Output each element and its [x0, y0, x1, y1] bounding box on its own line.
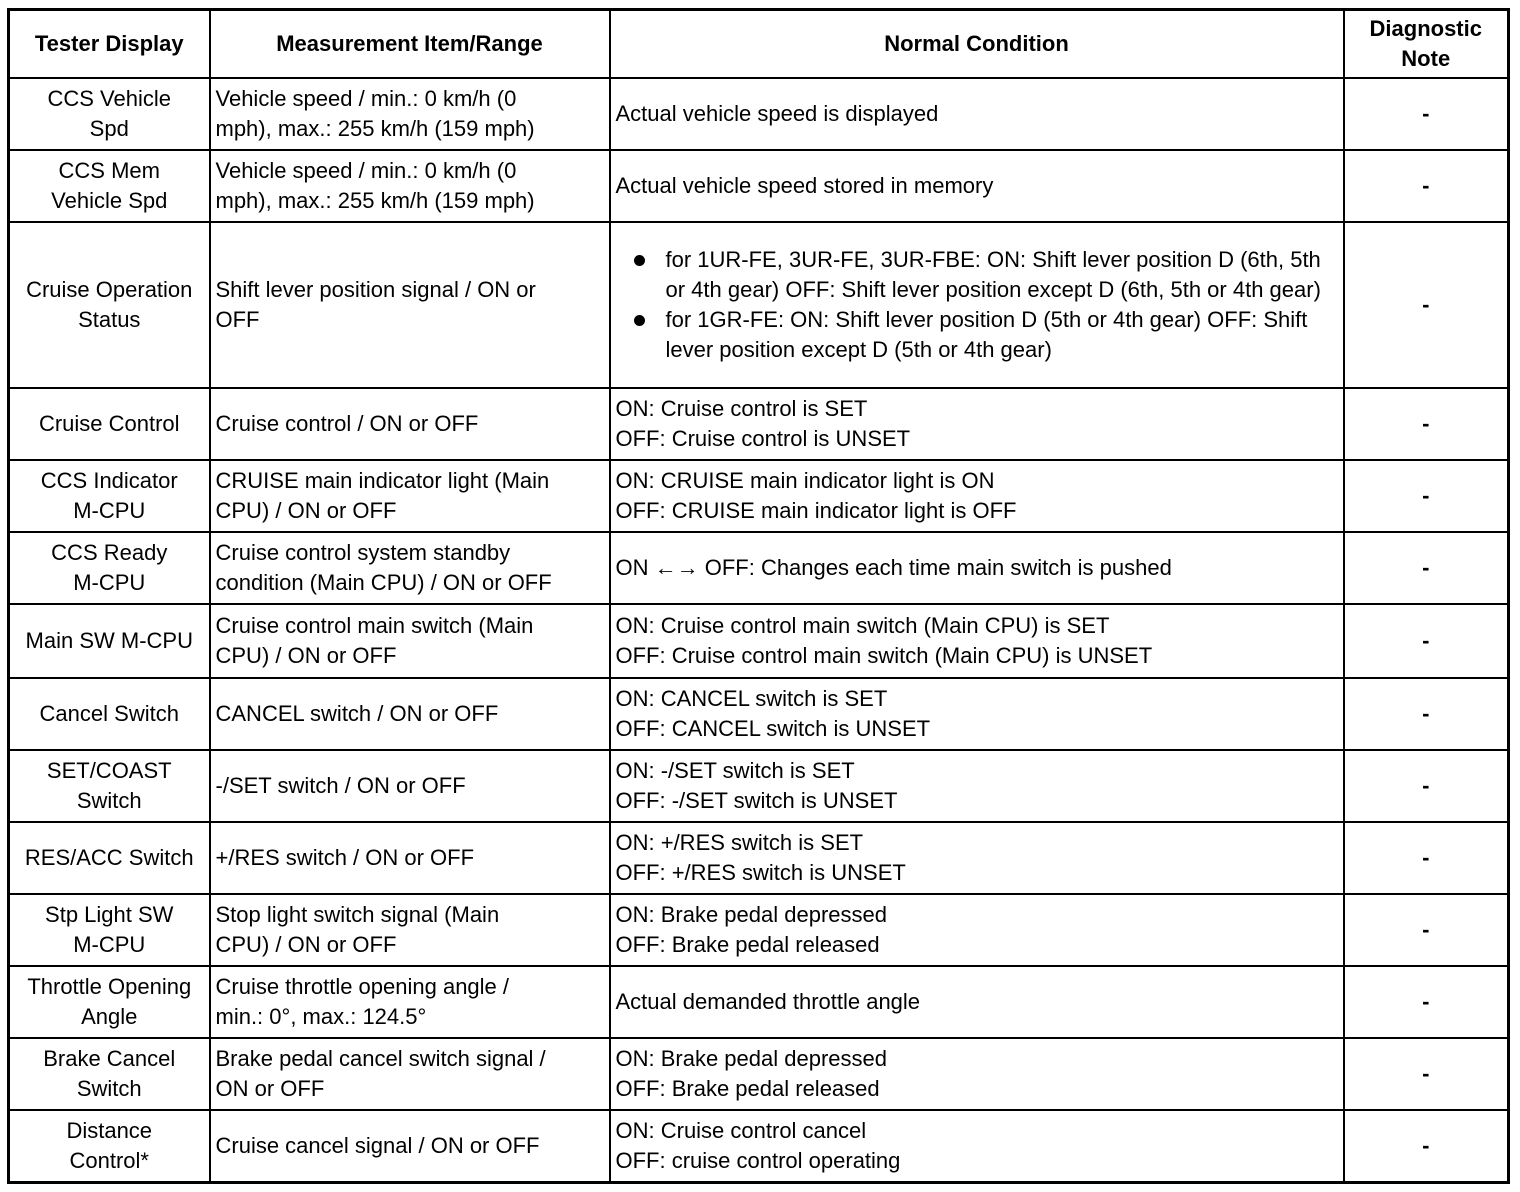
measurement-line: OFF	[215, 307, 260, 332]
tester-display-line: SET/COAST	[46, 758, 172, 783]
measurement-cell	[210, 388, 610, 460]
diagnostic-note-cell: -	[1344, 1110, 1509, 1182]
tester-display-line: M-CPU	[73, 498, 146, 523]
measurement-line: Cruise throttle opening angle /	[215, 974, 510, 999]
table-row	[9, 750, 1509, 822]
tester-display-line: Status	[78, 307, 141, 332]
measurement-cell	[210, 604, 610, 678]
measurement-line: ON or OFF	[215, 1076, 325, 1101]
measurement-cell	[210, 750, 610, 822]
measurement-line: mph), max.: 255 km/h (159 mph)	[215, 116, 535, 141]
header-normal-condition: Normal Condition	[610, 10, 1344, 79]
tester-display-line: Vehicle Spd	[51, 188, 168, 213]
table-row	[9, 222, 1509, 388]
condition-line: OFF: Brake pedal released	[615, 1076, 880, 1101]
measurement-cell	[210, 1110, 610, 1182]
diagnostic-note-cell: -	[1344, 894, 1509, 966]
measurement-cell	[210, 78, 610, 150]
tester-display-cell	[9, 604, 210, 678]
tester-display-cell	[9, 150, 210, 222]
list-item	[616, 245, 1338, 305]
condition-line: ON ←→ OFF: Changes each time main switch is pushed	[615, 555, 1172, 580]
measurement-line: CPU) / ON or OFF	[215, 643, 397, 668]
diagnostic-note-cell: -	[1344, 966, 1509, 1038]
condition-bullet-list	[616, 245, 1338, 365]
tester-display-line: RES/ACC Switch	[24, 845, 194, 870]
condition-line: OFF: +/RES switch is UNSET	[615, 860, 906, 885]
diagnostic-note-cell: -	[1344, 222, 1509, 388]
normal-condition-cell	[610, 1110, 1344, 1182]
condition-line: Actual vehicle speed is displayed	[615, 101, 939, 126]
table-row	[9, 78, 1509, 150]
bullet-icon	[634, 255, 645, 266]
tester-display-cell	[9, 822, 210, 894]
tester-display-line: Switch	[76, 788, 142, 813]
header-tester-display: Tester Display	[9, 10, 210, 79]
condition-line: OFF: Brake pedal released	[615, 932, 880, 957]
condition-line: ON: Brake pedal depressed	[615, 1046, 887, 1071]
diagnostic-note-cell: -	[1344, 388, 1509, 460]
condition-bullet-text: for 1GR-FE: ON: Shift lever position D (5th or 4th gear) OFF: Shift lever position except D (5th or 4th gear)	[665, 307, 1308, 362]
diagnostic-note-cell: -	[1344, 150, 1509, 222]
tester-display-cell	[9, 894, 210, 966]
diagnostic-note-cell: -	[1344, 532, 1509, 604]
table-row	[9, 678, 1509, 750]
tester-display-cell	[9, 222, 210, 388]
measurement-cell	[210, 532, 610, 604]
condition-line: ON: Cruise control main switch (Main CPU) is SET	[615, 613, 1110, 638]
tester-display-line: Angle	[81, 1004, 138, 1029]
normal-condition-cell	[610, 150, 1344, 222]
table-row	[9, 604, 1509, 678]
tester-display-line: CCS Ready	[51, 540, 168, 565]
table-row	[9, 532, 1509, 604]
tester-display-line: Stp Light SW	[45, 902, 174, 927]
measurement-line: Vehicle speed / min.: 0 km/h (0	[215, 158, 517, 183]
measurement-line: Vehicle speed / min.: 0 km/h (0	[215, 86, 517, 111]
table-row	[9, 822, 1509, 894]
measurement-cell	[210, 460, 610, 532]
condition-bullet-text: for 1UR-FE, 3UR-FE, 3UR-FBE: ON: Shift lever position D (6th, 5th or 4th gear) OFF: Shift lever position except D (6th, 5th or 4th gear)	[665, 247, 1321, 302]
diagnostic-note-cell: -	[1344, 822, 1509, 894]
measurement-line: +/RES switch / ON or OFF	[215, 845, 475, 870]
measurement-line: Cruise control main switch (Main	[215, 613, 534, 638]
measurement-line: Cruise cancel signal / ON or OFF	[215, 1132, 540, 1158]
normal-condition-cell	[610, 894, 1344, 966]
normal-condition-cell	[610, 966, 1344, 1038]
condition-line: ON: Brake pedal depressed	[615, 902, 887, 927]
condition-line: ON: CANCEL switch is SET	[615, 686, 888, 711]
header-measurement: Measurement Item/Range	[210, 10, 610, 79]
normal-condition-cell	[610, 604, 1344, 678]
normal-condition-cell	[610, 388, 1344, 460]
tester-display-cell	[9, 388, 210, 460]
condition-line: OFF: -/SET switch is UNSET	[615, 788, 898, 813]
tester-display-line: Control*	[69, 1147, 149, 1173]
condition-line: Actual vehicle speed stored in memory	[615, 173, 994, 198]
measurement-line: min.: 0°, max.: 124.5°	[215, 1004, 427, 1029]
tester-display-cell	[9, 678, 210, 750]
diagnostic-note-cell: -	[1344, 1038, 1509, 1110]
tester-display-line: Cruise Control	[38, 411, 180, 436]
tester-display-line: CCS Indicator	[40, 468, 178, 493]
measurement-cell	[210, 150, 610, 222]
measurement-line: CANCEL switch / ON or OFF	[215, 701, 499, 726]
table-row	[9, 388, 1509, 460]
tester-display-line: Throttle Opening	[27, 974, 192, 999]
list-item	[616, 305, 1338, 365]
condition-line: OFF: Cruise control is UNSET	[615, 426, 911, 451]
normal-condition-cell	[610, 532, 1344, 604]
measurement-line: Stop light switch signal (Main	[215, 902, 500, 927]
measurement-line: Shift lever position signal / ON or	[215, 277, 536, 302]
measurement-line: mph), max.: 255 km/h (159 mph)	[215, 188, 535, 213]
tester-display-line: Spd	[89, 116, 129, 141]
tester-display-line: Distance	[66, 1117, 153, 1143]
diagnostic-note-cell: -	[1344, 604, 1509, 678]
condition-line: ON: CRUISE main indicator light is ON	[615, 468, 995, 493]
diagnostic-note-cell: -	[1344, 78, 1509, 150]
tester-display-cell	[9, 1110, 210, 1182]
table-row	[9, 1110, 1509, 1182]
measurement-line: condition (Main CPU) / ON or OFF	[215, 570, 552, 595]
diagnostic-note-cell: -	[1344, 678, 1509, 750]
tester-display-cell	[9, 750, 210, 822]
measurement-line: Brake pedal cancel switch signal /	[215, 1046, 546, 1071]
normal-condition-cell	[610, 222, 1344, 388]
tester-display-cell	[9, 1038, 210, 1110]
tester-display-cell	[9, 460, 210, 532]
header-diagnostic-note-line1: Diagnostic	[1369, 16, 1482, 41]
bullet-icon	[634, 315, 645, 326]
condition-line: ON: +/RES switch is SET	[615, 830, 864, 855]
header-diagnostic-note	[1344, 10, 1509, 79]
header-diagnostic-note-line2: Note	[1401, 46, 1451, 71]
measurement-cell	[210, 966, 610, 1038]
measurement-line: CPU) / ON or OFF	[215, 498, 397, 523]
tester-display-cell	[9, 78, 210, 150]
tester-display-line: Main SW M-CPU	[25, 628, 193, 653]
tester-display-line: CCS Vehicle	[47, 86, 171, 111]
measurement-cell	[210, 1038, 610, 1110]
tester-display-line: M-CPU	[73, 570, 146, 595]
measurement-line: CPU) / ON or OFF	[215, 932, 397, 957]
normal-condition-cell	[610, 750, 1344, 822]
table-row	[9, 1038, 1509, 1110]
normal-condition-cell	[610, 822, 1344, 894]
tester-display-cell	[9, 966, 210, 1038]
condition-line: Actual demanded throttle angle	[615, 989, 921, 1014]
normal-condition-cell	[610, 1038, 1344, 1110]
measurement-cell	[210, 678, 610, 750]
measurement-line: CRUISE main indicator light (Main	[215, 468, 550, 493]
tester-display-line: Cruise Operation	[26, 277, 193, 302]
condition-line: ON: -/SET switch is SET	[615, 758, 855, 783]
normal-condition-cell	[610, 678, 1344, 750]
condition-line: OFF: Cruise control main switch (Main CPU) is UNSET	[615, 643, 1153, 668]
table-row	[9, 460, 1509, 532]
diagnostic-note-cell: -	[1344, 750, 1509, 822]
table-row	[9, 150, 1509, 222]
table-row	[9, 966, 1509, 1038]
tester-display-line: Switch	[76, 1076, 142, 1101]
tester-display-line: Brake Cancel	[43, 1046, 176, 1071]
tester-display-line: CCS Mem	[58, 158, 160, 183]
tester-display-line: M-CPU	[73, 932, 146, 957]
measurement-cell	[210, 822, 610, 894]
condition-line: ON: Cruise control is SET	[615, 396, 868, 421]
condition-line: OFF: cruise control operating	[615, 1147, 901, 1173]
tester-display-line: Cancel Switch	[39, 701, 179, 726]
condition-line: OFF: CRUISE main indicator light is OFF	[615, 498, 1017, 523]
measurement-line: Cruise control / ON or OFF	[215, 411, 479, 436]
condition-line: ON: Cruise control cancel	[615, 1117, 867, 1143]
table-row	[9, 894, 1509, 966]
measurement-line: Cruise control system standby	[215, 540, 511, 565]
diagnostic-note-cell: -	[1344, 460, 1509, 532]
tester-display-cell	[9, 532, 210, 604]
measurement-cell	[210, 222, 610, 388]
data-list-table	[7, 8, 1510, 1184]
measurement-line: -/SET switch / ON or OFF	[215, 773, 466, 798]
condition-line: OFF: CANCEL switch is UNSET	[615, 716, 931, 741]
normal-condition-cell	[610, 460, 1344, 532]
header-row	[9, 10, 1509, 79]
measurement-cell	[210, 894, 610, 966]
normal-condition-cell	[610, 78, 1344, 150]
